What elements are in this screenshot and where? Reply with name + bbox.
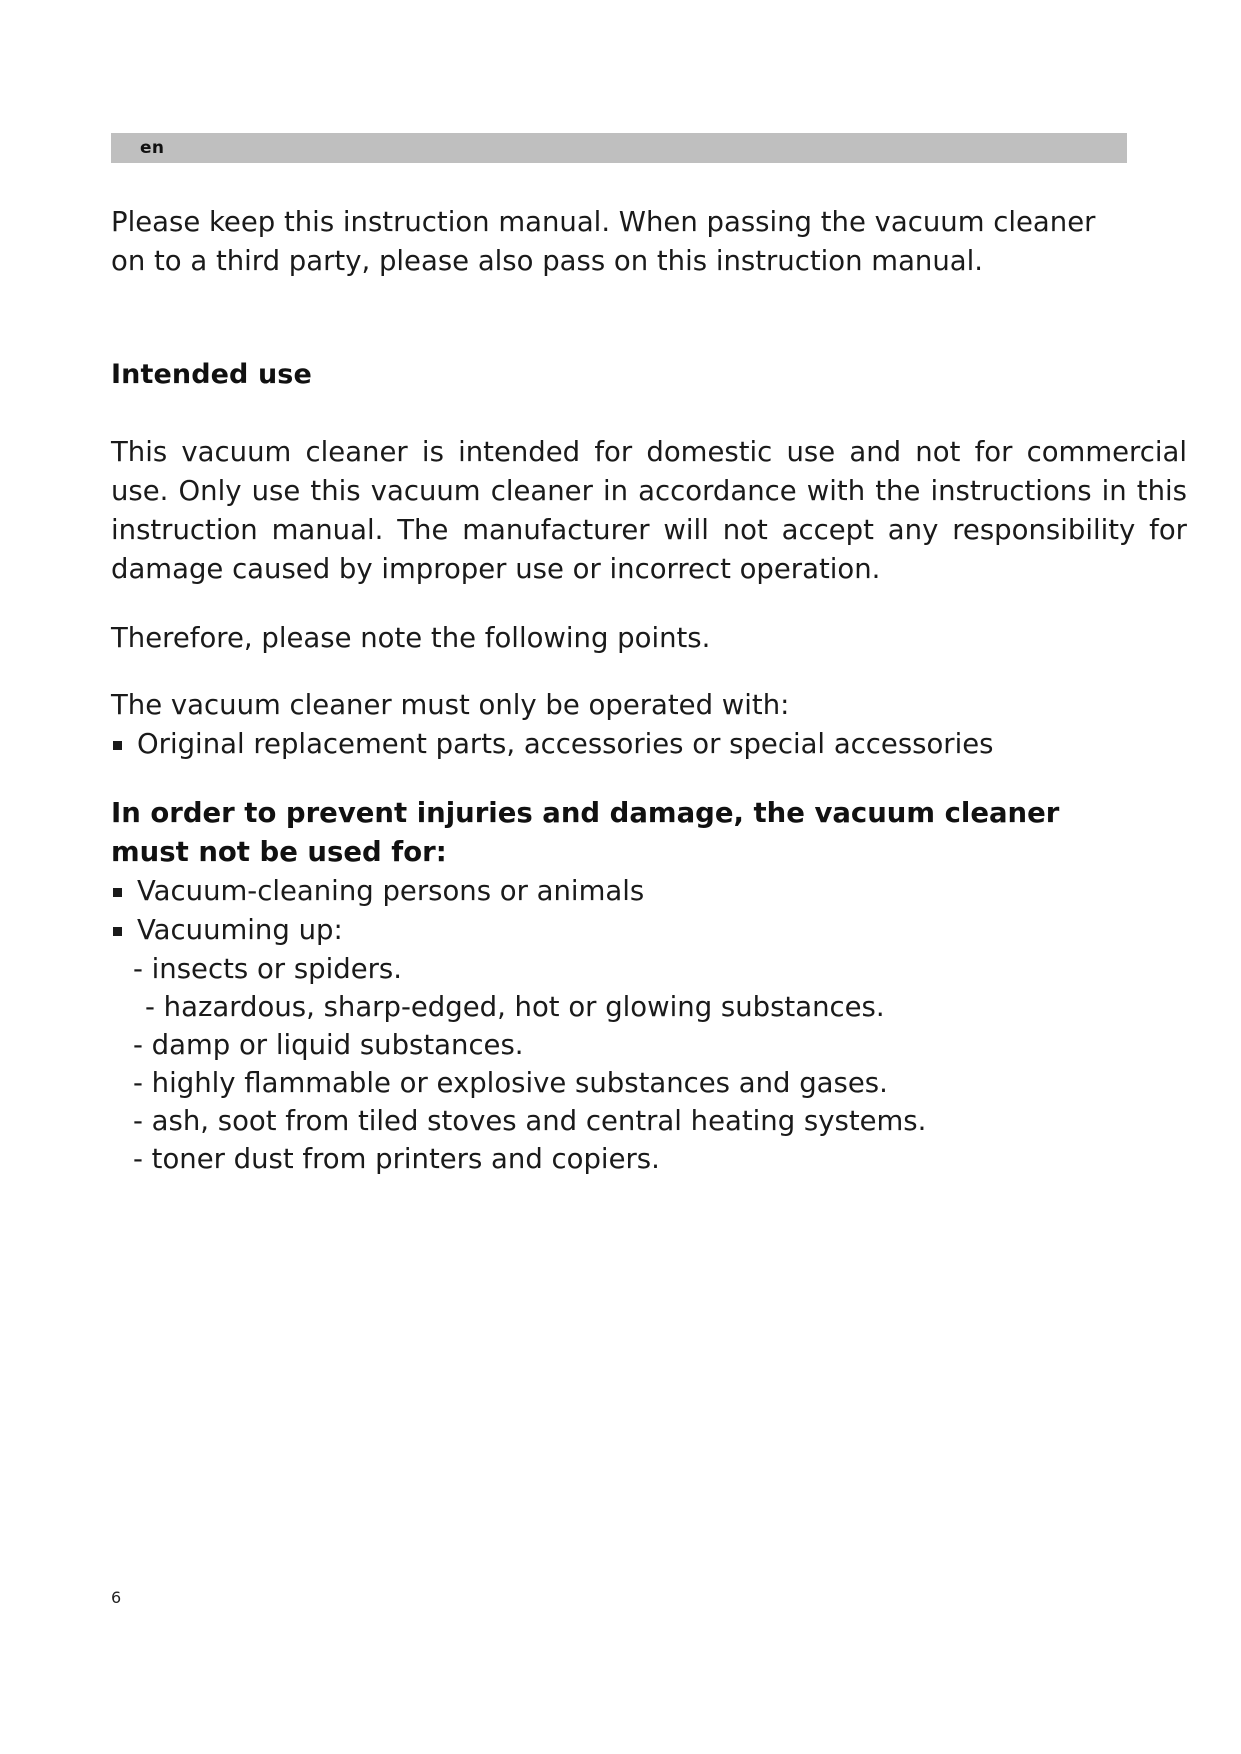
intro-paragraph: Please keep this instruction manual. When passing the vacuum cleaner on to a third party, please also pass on this instruction manual. <box>111 206 1096 277</box>
prohibited-subitems-list <box>111 950 1187 1178</box>
allowed-items-list <box>111 725 1187 764</box>
list-item: - insects or spiders. <box>133 953 402 985</box>
section-heading-intended-use: Intended use <box>111 359 312 390</box>
prohibited-items-list <box>111 872 1187 950</box>
paragraph-intended-use: This vacuum cleaner is intended for domestic use and not for commercial use. Only use this vacuum cleaner in accordance with the instructions in this instruction manual. The manufacturer will not accept any responsibility for damage caused by improper use or incorrect operation. <box>111 436 1187 585</box>
list-item <box>111 911 1187 950</box>
list-item <box>111 872 1187 911</box>
paragraph-operated-with: The vacuum cleaner must only be operated with: <box>111 689 790 721</box>
list-item <box>111 725 1187 764</box>
square-bullet-icon <box>113 927 122 936</box>
list-item-label: Vacuum-cleaning persons or animals <box>137 875 645 907</box>
list-item-label: Original replacement parts, accessories or special accessories <box>137 728 994 760</box>
list-item: - damp or liquid substances. <box>133 1029 524 1061</box>
list-item: - ash, soot from tiled stoves and central heating systems. <box>133 1105 927 1137</box>
page-number: 6 <box>111 1588 122 1607</box>
paragraph-note-points: Therefore, please note the following points. <box>111 622 711 654</box>
list-item: - hazardous, sharp-edged, hot or glowing substances. <box>145 991 885 1023</box>
list-item: - toner dust from printers and copiers. <box>133 1143 660 1175</box>
language-header-bar <box>111 133 1127 163</box>
page-content <box>111 203 1187 1178</box>
square-bullet-icon <box>113 741 122 750</box>
list-item: - highly flammable or explosive substances and gases. <box>133 1067 888 1099</box>
language-code-label: en <box>140 138 165 158</box>
warning-heading: In order to prevent injuries and damage, the vacuum cleaner must not be used for: <box>111 797 1060 868</box>
square-bullet-icon <box>113 888 122 897</box>
list-item-label: Vacuuming up: <box>137 914 343 946</box>
